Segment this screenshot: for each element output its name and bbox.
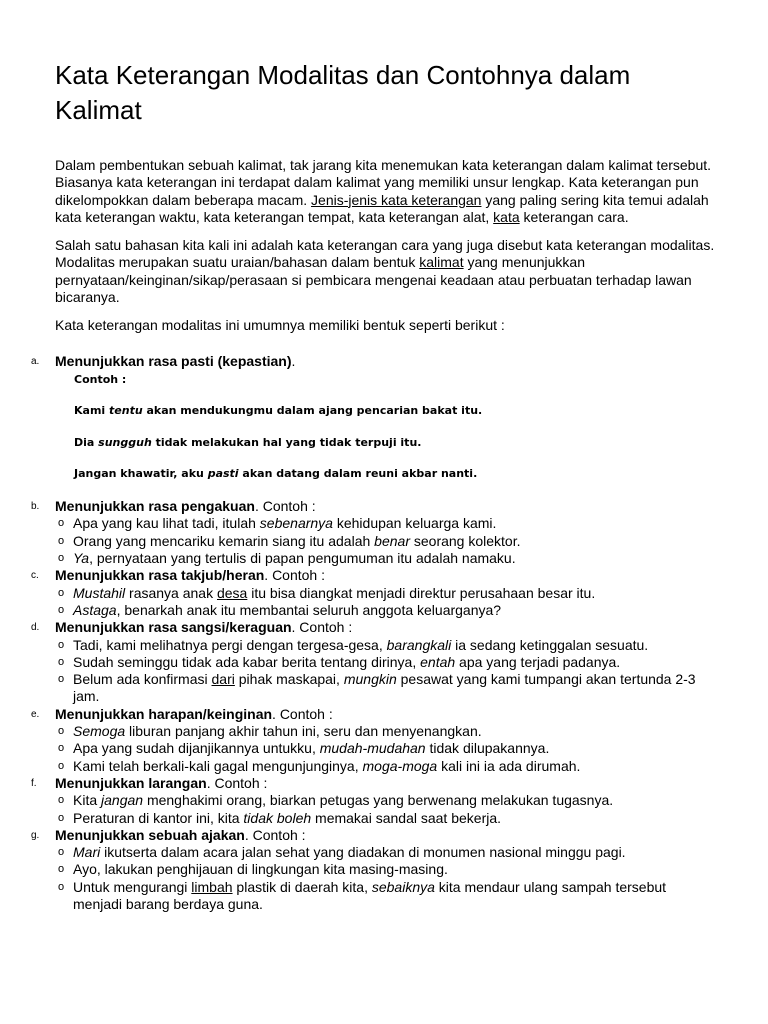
bullet-icon: o bbox=[58, 534, 65, 547]
section-letter: d. bbox=[31, 622, 40, 634]
section-letter: g. bbox=[31, 829, 40, 841]
item-text: seorang kolektor. bbox=[409, 532, 521, 549]
item-text: Tadi, kami melihatnya pergi dengan tergesa-gesa, bbox=[73, 636, 387, 653]
section-letter: f. bbox=[31, 777, 37, 789]
section-letter: c. bbox=[31, 570, 39, 582]
section-letter: a. bbox=[31, 355, 40, 367]
bullet-icon: o bbox=[58, 638, 65, 651]
example-sentence bbox=[74, 434, 715, 451]
bullet-icon: o bbox=[58, 811, 65, 824]
item-keyword: sebaiknya bbox=[371, 878, 435, 895]
intro-paragraph-3: Kata keterangan modalitas ini umumnya memiliki bentuk seperti berikut : bbox=[55, 317, 505, 334]
intro-text: yang menunjukkan pernyataan/keinginan/sikap/perasaan si pembicara mengenai keadaan atau perbuatan terhadap lawan bicaranya. bbox=[55, 254, 692, 306]
intro-text: yang paling sering kita temui adalah kata keterangan waktu, kata keterangan tempat, kata keterangan alat, bbox=[55, 191, 709, 225]
section-c bbox=[31, 567, 715, 619]
section-heading bbox=[55, 567, 715, 584]
bullet-icon: o bbox=[58, 880, 65, 893]
bullet-icon: o bbox=[58, 794, 65, 807]
item-keyword: mungkin bbox=[343, 671, 397, 688]
item-keyword: entah bbox=[420, 653, 456, 670]
section-heading-text: Menunjukkan harapan/keinginan bbox=[55, 705, 273, 722]
intro-text: Salah satu bahasan kita kali ini adalah kata keterangan cara yang juga disebut kata keterangan modalitas. Modalitas merupakan suatu uraian/bahasan dalam bentuk bbox=[55, 237, 715, 271]
section-heading bbox=[55, 619, 715, 636]
item-keyword: Mustahil bbox=[73, 584, 126, 601]
item-text: liburan panjang akhir tahun ini, seru dan menyenangkan. bbox=[125, 723, 482, 740]
section-heading-tail: . Contoh : bbox=[254, 498, 316, 515]
intro-text: keterangan cara. bbox=[519, 208, 629, 225]
item-text: Belum ada konfirmasi bbox=[73, 671, 212, 688]
example-list bbox=[55, 515, 715, 567]
section-heading bbox=[55, 775, 715, 792]
item-text: , pernyataan yang tertulis di papan pengumuman itu adalah namaku. bbox=[89, 550, 516, 567]
example-text: akan datang dalam reuni akbar nanti. bbox=[238, 466, 478, 480]
item-text: Peraturan di kantor ini, kita bbox=[73, 809, 244, 826]
example-list bbox=[55, 792, 715, 827]
section-heading bbox=[55, 706, 715, 723]
example-text: akan mendukungmu dalam ajang pencarian bakat itu. bbox=[142, 404, 483, 418]
item-text: Kami telah berkali-kali gagal mengunjunginya, bbox=[73, 757, 363, 774]
section-letter: e. bbox=[31, 708, 40, 720]
example-text: Jangan khawatir, aku bbox=[74, 466, 208, 480]
link-kalimat[interactable]: kalimat bbox=[419, 254, 464, 271]
item-text: , benarkah anak itu membantai seluruh anggota keluarganya? bbox=[116, 601, 502, 618]
item-text: ikutserta dalam acara jalan sehat yang diadakan di monumen nasional minggu pagi. bbox=[100, 844, 626, 861]
list-item bbox=[58, 740, 715, 757]
item-text: Sudah seminggu tidak ada kabar berita tentang dirinya, bbox=[73, 653, 421, 670]
item-text: rasanya anak bbox=[125, 584, 217, 601]
section-heading-tail: . Contoh : bbox=[244, 826, 306, 843]
section-heading-tail: . bbox=[291, 352, 296, 369]
example-keyword: sungguh bbox=[98, 435, 152, 449]
bullet-icon: o bbox=[58, 603, 65, 616]
list-item bbox=[58, 653, 715, 671]
example-text: Kami bbox=[74, 404, 110, 418]
section-heading bbox=[55, 498, 715, 515]
bullet-icon: o bbox=[58, 759, 65, 772]
example-sentence bbox=[74, 465, 715, 482]
intro-text: Dalam pembentukan sebuah kalimat, tak jarang kita menemukan kata keterangan dalam kalimat tersebut. Biasanya kata keterangan ini terdapat dalam kalimat yang memiliki unsur lengkap. Kata keterangan pun dikelompokkan dalam beberapa macam. bbox=[55, 157, 712, 208]
list-item bbox=[58, 844, 715, 861]
section-heading-text: Menunjukkan rasa sangsi/keraguan bbox=[55, 619, 292, 636]
item-text: kali ini ia ada dirumah. bbox=[437, 757, 581, 774]
item-text: itu bisa diangkat menjadi direktur perusahaan besar itu. bbox=[247, 584, 596, 601]
bullet-icon: o bbox=[58, 673, 65, 686]
link-limbah[interactable]: limbah bbox=[191, 878, 233, 895]
bullet-icon: o bbox=[58, 517, 65, 530]
item-text: Ayo, lakukan penghijauan di lingkungan kita masing-masing. bbox=[73, 861, 448, 878]
section-g bbox=[31, 826, 715, 913]
item-text: Apa yang sudah dijanjikannya untukku, bbox=[73, 740, 320, 757]
section-heading-text: Menunjukkan larangan bbox=[55, 774, 207, 791]
item-keyword: Astaga bbox=[73, 601, 117, 618]
item-keyword: benar bbox=[374, 532, 410, 549]
section-e bbox=[31, 705, 715, 775]
section-heading-tail: . Contoh : bbox=[264, 567, 325, 584]
section-heading bbox=[55, 353, 715, 370]
list-item bbox=[58, 757, 715, 775]
list-item bbox=[58, 723, 715, 740]
example-label: Contoh : bbox=[74, 372, 127, 386]
bullet-icon: o bbox=[58, 552, 65, 565]
example-list bbox=[55, 844, 715, 913]
section-a bbox=[31, 352, 715, 482]
example-block bbox=[74, 371, 715, 482]
link-desa[interactable]: desa bbox=[216, 584, 248, 601]
item-keyword: jangan bbox=[101, 792, 144, 809]
bullet-icon: o bbox=[58, 742, 65, 755]
bullet-icon: o bbox=[58, 586, 65, 599]
list-item bbox=[58, 878, 715, 914]
example-keyword: tentu bbox=[109, 404, 143, 418]
item-keyword: moga-moga bbox=[362, 757, 438, 774]
link-dari[interactable]: dari bbox=[211, 671, 235, 688]
example-list bbox=[55, 637, 715, 706]
list-item bbox=[58, 861, 715, 878]
list-item bbox=[58, 584, 715, 602]
item-keyword: Semoga bbox=[73, 723, 126, 740]
item-keyword: sebenarnya bbox=[259, 515, 333, 532]
bullet-icon: o bbox=[58, 725, 65, 738]
item-text: Orang yang mencariku kemarin siang itu adalah bbox=[73, 532, 375, 549]
item-text: kita mendaur ulang sampah tersebut menjadi barang berdaya guna. bbox=[73, 878, 667, 912]
bullet-icon: o bbox=[58, 863, 65, 876]
item-keyword: Mari bbox=[73, 844, 101, 861]
item-keyword: Ya bbox=[73, 550, 90, 567]
item-text: apa yang terjadi padanya. bbox=[455, 653, 621, 670]
bullet-icon: o bbox=[58, 846, 65, 859]
example-keyword: pasti bbox=[207, 466, 239, 480]
list-item bbox=[58, 792, 715, 809]
section-heading-tail: . Contoh : bbox=[291, 619, 353, 636]
section-heading bbox=[55, 827, 715, 844]
item-keyword: tidak boleh bbox=[243, 809, 312, 826]
bullet-icon: o bbox=[58, 655, 65, 668]
item-text: Apa yang kau lihat tadi, itulah bbox=[73, 515, 260, 532]
item-text: plastik di daerah kita, bbox=[232, 878, 372, 895]
section-heading-text: Menunjukkan rasa pengakuan bbox=[55, 498, 255, 515]
list-item bbox=[58, 550, 715, 567]
section-heading-tail: . Contoh : bbox=[206, 774, 268, 791]
item-text: Untuk mengurangi bbox=[73, 878, 192, 895]
list-item bbox=[58, 671, 715, 706]
list-item bbox=[58, 809, 715, 827]
item-text: pihak maskapai, bbox=[234, 671, 344, 688]
link-jenis-kata-keterangan[interactable]: Jenis-jenis kata keterangan bbox=[311, 191, 482, 208]
link-kata[interactable]: kata bbox=[493, 208, 520, 225]
section-heading-tail: . Contoh : bbox=[272, 705, 333, 722]
item-text: Kita bbox=[73, 792, 102, 809]
example-text: tidak melakukan hal yang tidak terpuji itu. bbox=[151, 435, 422, 449]
item-text: ia sedang ketinggalan sesuatu. bbox=[451, 636, 649, 653]
item-text: kehidupan keluarga kami. bbox=[332, 515, 497, 532]
example-list bbox=[55, 585, 715, 620]
page-title: Kata Keterangan Modalitas dan Contohnya dalam Kalimat bbox=[55, 60, 631, 125]
document-page bbox=[31, 58, 715, 913]
item-text: tidak dilupakannya. bbox=[425, 740, 550, 757]
item-text: pesawat yang kami tumpangi akan tertunda 2-3 jam. bbox=[73, 671, 696, 705]
example-list bbox=[55, 723, 715, 775]
item-keyword: barangkali bbox=[386, 636, 452, 653]
item-keyword: mudah-mudahan bbox=[319, 740, 426, 757]
item-text: menghakimi orang, biarkan petugas yang berwenang melakukan tugasnya. bbox=[143, 792, 614, 809]
section-heading-text: Menunjukkan rasa pasti (kepastian) bbox=[55, 352, 292, 369]
list-item bbox=[58, 601, 715, 619]
list-item bbox=[58, 532, 715, 550]
intro-paragraph-2 bbox=[55, 237, 715, 306]
example-text: Dia bbox=[74, 435, 99, 449]
section-b bbox=[31, 498, 715, 567]
section-heading-text: Menunjukkan sebuah ajakan bbox=[55, 826, 245, 843]
section-heading-text: Menunjukkan rasa takjub/heran bbox=[55, 567, 265, 584]
list-item bbox=[58, 636, 715, 654]
intro-paragraph-1 bbox=[55, 157, 715, 226]
item-text: memakai sandal saat bekerja. bbox=[311, 809, 502, 826]
section-letter: b. bbox=[31, 501, 40, 513]
section-d bbox=[31, 619, 715, 705]
section-f bbox=[31, 774, 715, 827]
example-sentence bbox=[74, 402, 715, 419]
list-item bbox=[58, 515, 715, 532]
